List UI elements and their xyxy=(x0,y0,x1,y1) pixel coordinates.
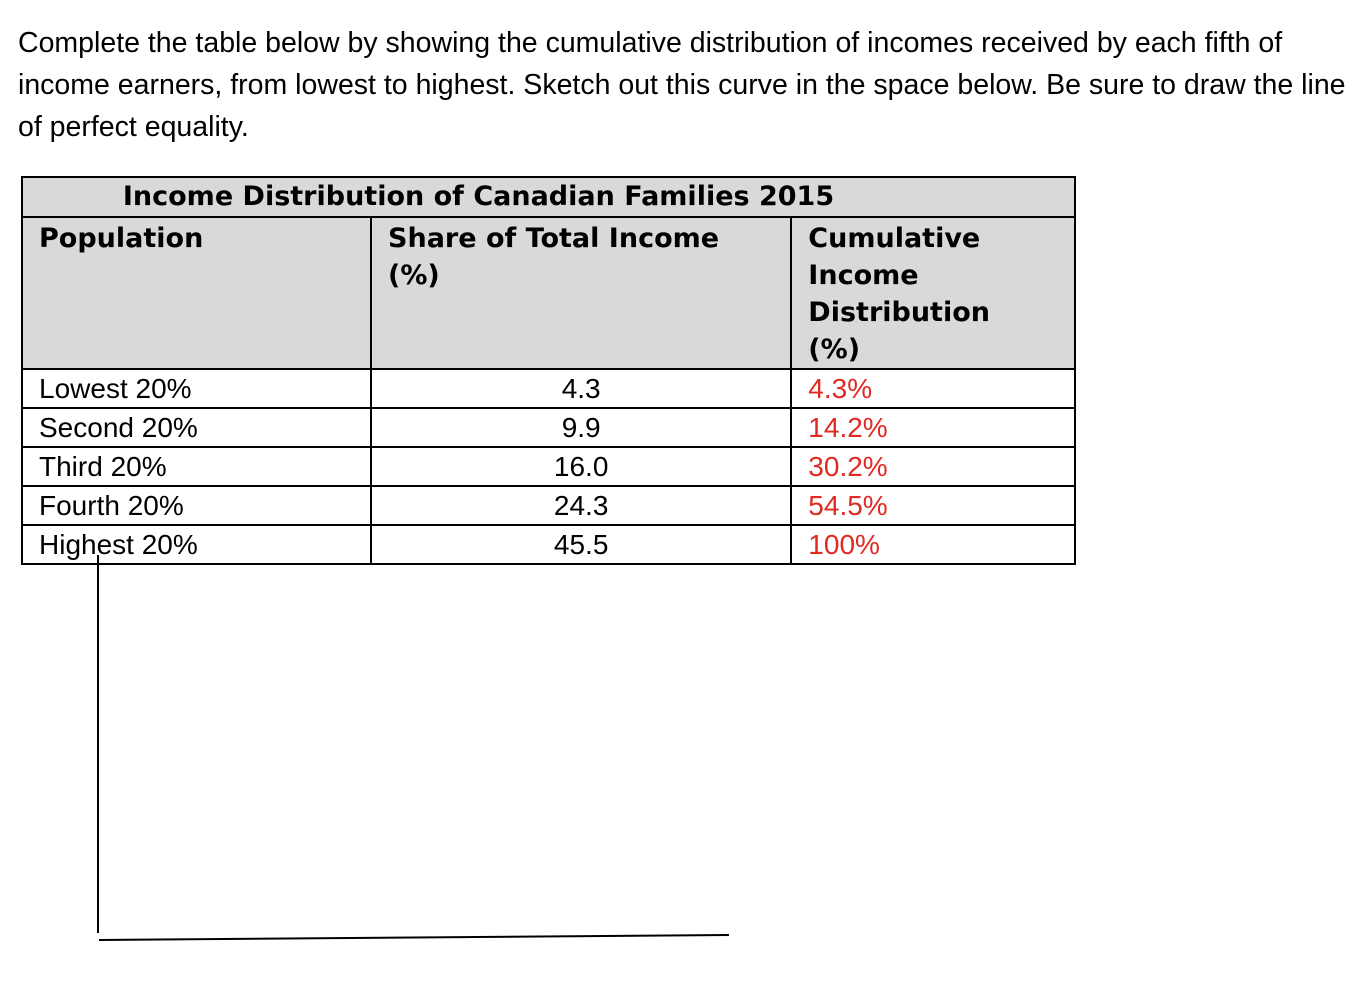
population-cell: Highest 20% xyxy=(22,525,371,564)
cumulative-cell: 4.3% xyxy=(791,369,1075,408)
cumulative-cell: 54.5% xyxy=(791,486,1075,525)
population-cell: Third 20% xyxy=(22,447,371,486)
header-share-label: Share of Total Income (%) xyxy=(388,223,720,291)
share-cell: 16.0 xyxy=(371,447,791,486)
header-population: Population xyxy=(22,217,371,369)
cumulative-cell: 100% xyxy=(791,525,1075,564)
population-cell: Lowest 20% xyxy=(22,369,371,408)
share-cell: 9.9 xyxy=(371,408,791,447)
share-cell: 45.5 xyxy=(371,525,791,564)
instructions-text: Complete the table below by showing the cumulative distribution of incomes received by each fifth of income earners, from lowest to highest. Sketch out this curve in the space below. Be sure to draw the line of perfect equality. xyxy=(18,27,1346,143)
header-cumulative-label: Cumulative Income Distribution (%) xyxy=(808,223,990,365)
share-cell: 24.3 xyxy=(371,486,791,525)
x-axis-line xyxy=(99,935,729,940)
share-cell: 4.3 xyxy=(371,369,791,408)
table-title: Income Distribution of Canadian Families 2015 xyxy=(22,177,1075,217)
cumulative-cell: 30.2% xyxy=(791,447,1075,486)
population-cell: Second 20% xyxy=(22,408,371,447)
cumulative-cell: 14.2% xyxy=(791,408,1075,447)
population-cell: Fourth 20% xyxy=(22,486,371,525)
